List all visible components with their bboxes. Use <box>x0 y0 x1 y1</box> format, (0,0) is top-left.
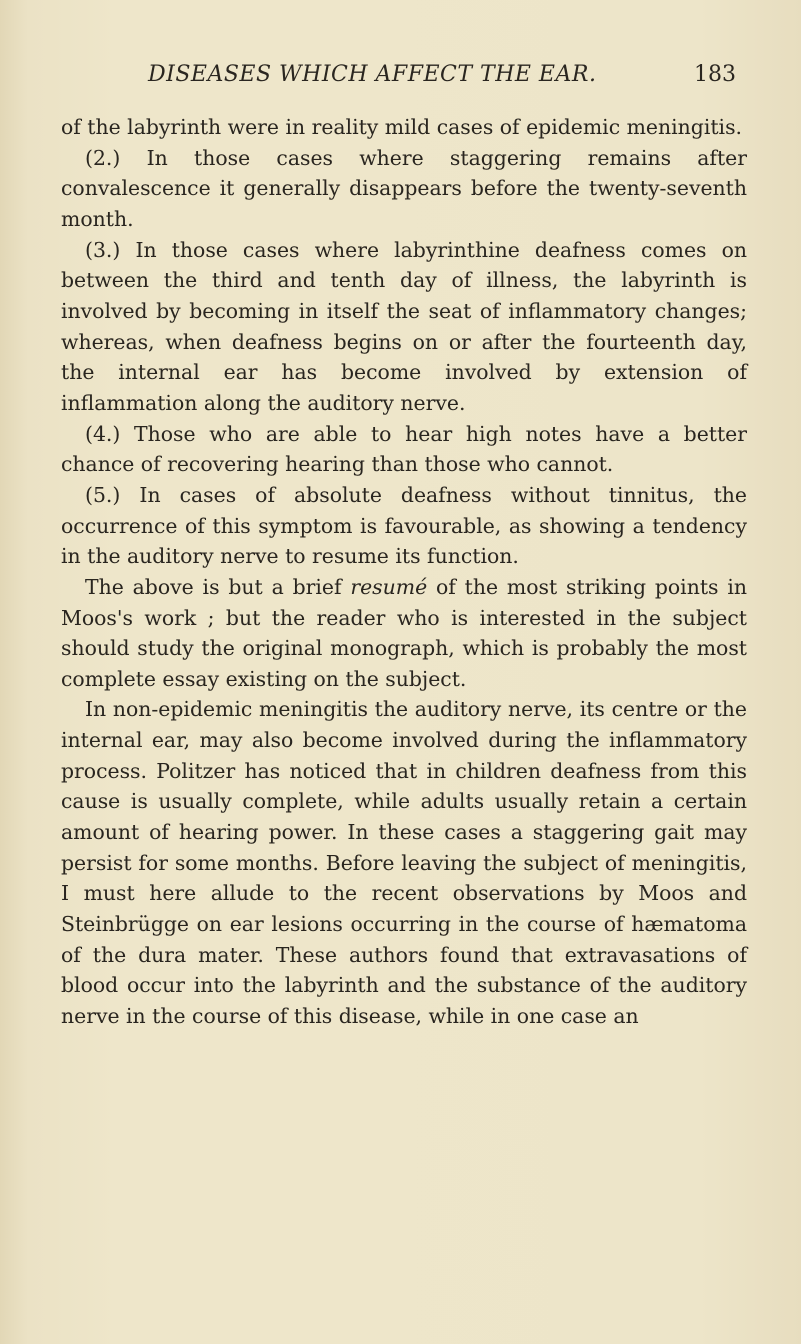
paragraph-continuation: of the labyrinth were in reality mild cases of epidemic meningitis. <box>61 115 743 139</box>
paragraph-point-3: (3.) In those cases where labyrinthine deafness comes on between the third and tenth day of illness, the labyrinth is involved by becoming in itself the seat of inflammatory changes; whereas, when deafness begins on or after the fourteenth day, the internal ear has become involved by extension of inflammation along the auditory nerve. <box>61 237 747 415</box>
body-text <box>61 112 747 1032</box>
paragraph-point-4: (4.) Those who are able to hear high notes have a better chance of recovering hearing than those who cannot. <box>61 421 747 477</box>
page-number: 183 <box>694 62 736 87</box>
paragraph-point-2: (2.) In those cases where staggering remains after convalescence it generally disappears before the twenty-seventh month. <box>61 145 747 231</box>
paragraph-non-epidemic-meningitis: In non-epidemic meningitis the auditory nerve, its centre or the internal ear, may also become involved during the inflammatory process. Politzer has noticed that in children deafness from this cause is usually complete, while adults usually retain a certain amount of hearing power. In these cases a staggering gait may persist for some months. Before leaving the subject of meningitis, I must here allude to the recent observations by Moos and Steinbrügge on ear lesions occurring in the course of hæmatoma of the dura mater. These authors found that extravasations of blood occur into the labyrinth and the substance of the auditory nerve in the course of this disease, while in one case an <box>61 697 747 1029</box>
summary-text-before: The above is but a brief <box>85 574 351 599</box>
paragraph-summary <box>61 572 747 695</box>
running-title: DISEASES WHICH AFFECT THE EAR. <box>148 62 597 87</box>
summary-text-after: of the most striking points in Moos's work ; but the reader who is interested in the subject should study the original monograph, which is probably the most complete essay existing on the subject. <box>61 574 747 691</box>
page-header <box>148 62 748 98</box>
paragraph-point-5: (5.) In cases of absolute deafness without tinnitus, the occurrence of this symptom is favourable, as showing a tendency in the auditory nerve to resume its function. <box>61 482 747 569</box>
summary-italic-word: resumé <box>350 574 428 599</box>
